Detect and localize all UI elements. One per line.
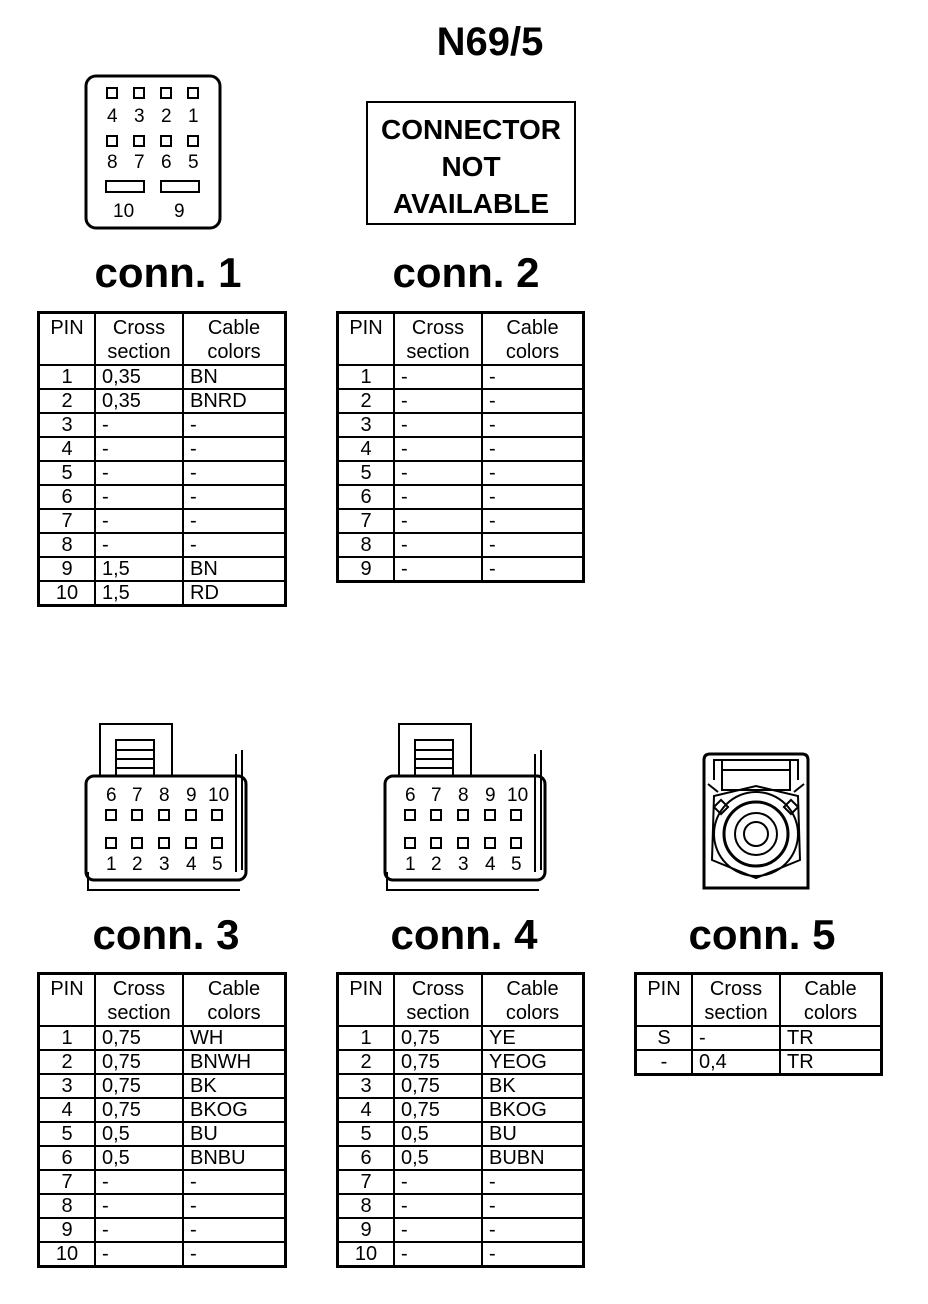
cable-color-cell: YEOG bbox=[482, 1050, 584, 1074]
table-row bbox=[338, 1194, 584, 1218]
cross-section-cell: - bbox=[95, 1170, 183, 1194]
pin-cell: 7 bbox=[338, 509, 395, 533]
not-available-line: NOT bbox=[441, 151, 501, 182]
table-row bbox=[338, 533, 584, 557]
cable-color-cell: - bbox=[482, 557, 584, 582]
table-row bbox=[338, 1242, 584, 1267]
cable-color-cell: - bbox=[183, 533, 286, 557]
conn4-pin-label: 8 bbox=[458, 785, 469, 806]
cable-color-cell: - bbox=[183, 413, 286, 437]
cable-colors-header bbox=[183, 974, 286, 1027]
pin-cell: 2 bbox=[39, 389, 96, 413]
cross-section-cell: - bbox=[394, 1218, 482, 1242]
table-row bbox=[39, 1218, 286, 1242]
conn4-pin-label: 7 bbox=[431, 785, 442, 806]
table-row bbox=[636, 1026, 882, 1050]
table-row bbox=[338, 365, 584, 389]
pin-cell: 8 bbox=[338, 533, 395, 557]
conn5-coax-connector-diagram bbox=[700, 750, 812, 892]
pin-cell: 8 bbox=[39, 533, 96, 557]
conn4-pin-label: 6 bbox=[405, 785, 416, 806]
cross-section-header-text: Cross bbox=[112, 317, 166, 339]
table-row bbox=[39, 1026, 286, 1050]
cable-colors-header-text: colors bbox=[207, 341, 261, 363]
cable-color-cell: BUBN bbox=[482, 1146, 584, 1170]
connector-not-available-box bbox=[366, 101, 576, 225]
cable-color-cell: BN bbox=[183, 365, 286, 389]
pin-cell: 5 bbox=[39, 1122, 96, 1146]
cable-colors-header bbox=[780, 974, 882, 1027]
cable-color-cell: - bbox=[482, 509, 584, 533]
cross-section-cell: 0,35 bbox=[95, 365, 183, 389]
cable-color-cell: BU bbox=[482, 1122, 584, 1146]
cross-section-header bbox=[692, 974, 780, 1027]
conn3-pin-label: 3 bbox=[159, 854, 170, 875]
conn5-label: conn. 5 bbox=[688, 911, 836, 958]
pin-cell: 5 bbox=[338, 1122, 395, 1146]
cross-section-cell: - bbox=[95, 1242, 183, 1267]
cross-section-header-text: section bbox=[406, 1002, 470, 1024]
cable-color-cell: - bbox=[482, 437, 584, 461]
conn4-pin-label: 2 bbox=[431, 854, 442, 875]
cable-colors-header-text: colors bbox=[505, 1002, 560, 1024]
table-row bbox=[39, 1098, 286, 1122]
pin-header-text: PIN bbox=[647, 978, 681, 1000]
pin-cell: 3 bbox=[39, 1074, 96, 1098]
table-row bbox=[39, 485, 286, 509]
cross-section-cell: - bbox=[394, 509, 482, 533]
cross-section-cell: - bbox=[95, 413, 183, 437]
cross-section-cell: - bbox=[95, 461, 183, 485]
pin-cell: S bbox=[636, 1026, 693, 1050]
cable-colors-header-text: colors bbox=[505, 341, 560, 363]
pin-cell: 3 bbox=[338, 1074, 395, 1098]
table-row bbox=[338, 1074, 584, 1098]
cross-section-cell: 0,75 bbox=[394, 1074, 482, 1098]
cable-color-cell: BN bbox=[183, 557, 286, 581]
conn3-pin-label: 1 bbox=[106, 854, 117, 875]
cross-section-header bbox=[95, 313, 183, 366]
cross-section-cell: 0,75 bbox=[95, 1098, 183, 1122]
pin-cell: 8 bbox=[39, 1194, 96, 1218]
cross-section-cell: - bbox=[692, 1026, 780, 1050]
table-row bbox=[39, 581, 286, 606]
conn4-connector-diagram bbox=[383, 722, 551, 892]
cross-section-cell: - bbox=[394, 1194, 482, 1218]
cross-section-cell: 0,75 bbox=[95, 1074, 183, 1098]
cable-color-cell: - bbox=[183, 437, 286, 461]
pin-cell: - bbox=[636, 1050, 693, 1075]
cross-section-cell: - bbox=[95, 533, 183, 557]
conn3-label: conn. 3 bbox=[92, 911, 240, 958]
pin-cell: 10 bbox=[338, 1242, 395, 1267]
cross-section-cell: 0,75 bbox=[95, 1026, 183, 1050]
cross-section-cell: 0,35 bbox=[95, 389, 183, 413]
not-available-line: AVAILABLE bbox=[392, 188, 550, 219]
cable-color-cell: - bbox=[482, 1218, 584, 1242]
table-row bbox=[39, 413, 286, 437]
cable-color-cell: TR bbox=[780, 1050, 882, 1075]
table-row bbox=[338, 1218, 584, 1242]
cross-section-header bbox=[95, 974, 183, 1027]
cable-color-cell: BNBU bbox=[183, 1146, 286, 1170]
cable-color-cell: - bbox=[183, 1170, 286, 1194]
cable-color-cell: BNRD bbox=[183, 389, 286, 413]
pin-cell: 2 bbox=[338, 389, 395, 413]
cable-color-cell: - bbox=[183, 461, 286, 485]
cable-color-cell: - bbox=[482, 413, 584, 437]
pin-header bbox=[338, 313, 395, 366]
pin-cell: 7 bbox=[39, 509, 96, 533]
conn1-pin-label: 7 bbox=[134, 152, 145, 173]
table-row bbox=[39, 1170, 286, 1194]
table-row bbox=[338, 1146, 584, 1170]
cross-section-cell: 0,75 bbox=[394, 1098, 482, 1122]
page-title: N69/5 bbox=[436, 20, 544, 64]
conn1-pin-label: 5 bbox=[188, 152, 199, 173]
cross-section-header-text: section bbox=[107, 341, 171, 363]
table-row bbox=[636, 1050, 882, 1075]
conn1-pin-label: 4 bbox=[107, 106, 118, 127]
table-header-row bbox=[39, 974, 286, 1027]
conn2-pin-table bbox=[336, 311, 585, 583]
cross-section-cell: - bbox=[95, 485, 183, 509]
pin-cell: 6 bbox=[338, 485, 395, 509]
pin-cell: 7 bbox=[39, 1170, 96, 1194]
cross-section-header bbox=[394, 974, 482, 1027]
conn4-pin-label: 5 bbox=[511, 854, 522, 875]
cable-colors-header-text: Cable bbox=[804, 978, 857, 1000]
cross-section-cell: - bbox=[394, 389, 482, 413]
cable-color-cell: - bbox=[482, 365, 584, 389]
pin-header-text: PIN bbox=[50, 978, 84, 1000]
cross-section-header-text: Cross bbox=[411, 978, 465, 1000]
cross-section-cell: - bbox=[394, 1242, 482, 1267]
conn4-pin-label: 1 bbox=[405, 854, 416, 875]
table-row bbox=[39, 1194, 286, 1218]
cross-section-cell: 0,75 bbox=[95, 1050, 183, 1074]
cross-section-header-text: section bbox=[704, 1002, 768, 1024]
conn4-pin-label: 9 bbox=[485, 785, 496, 806]
cable-color-cell: - bbox=[482, 533, 584, 557]
conn1-pin-label: 8 bbox=[107, 152, 118, 173]
table-row bbox=[338, 389, 584, 413]
conn3-connector-diagram bbox=[84, 722, 252, 892]
conn1-pin-label: 1 bbox=[188, 106, 199, 127]
cross-section-cell: - bbox=[394, 461, 482, 485]
cable-colors-header-text: colors bbox=[207, 1002, 261, 1024]
table-row bbox=[338, 1098, 584, 1122]
table-row bbox=[338, 413, 584, 437]
cross-section-header-text: Cross bbox=[112, 978, 166, 1000]
cross-section-header-text: section bbox=[406, 341, 470, 363]
pin-cell: 4 bbox=[338, 437, 395, 461]
conn1-pin-label: 6 bbox=[161, 152, 172, 173]
cross-section-header-text: Cross bbox=[709, 978, 763, 1000]
conn3-pin-label: 9 bbox=[186, 785, 197, 806]
cable-colors-header bbox=[482, 974, 584, 1027]
pin-cell: 5 bbox=[338, 461, 395, 485]
pin-cell: 3 bbox=[39, 413, 96, 437]
cable-color-cell: - bbox=[482, 461, 584, 485]
pin-cell: 4 bbox=[39, 437, 96, 461]
cross-section-cell: - bbox=[394, 1170, 482, 1194]
cable-colors-header bbox=[482, 313, 584, 366]
conn3-pin-label: 2 bbox=[132, 854, 143, 875]
cross-section-cell: 0,75 bbox=[394, 1050, 482, 1074]
cross-section-cell: - bbox=[394, 557, 482, 582]
table-row bbox=[39, 533, 286, 557]
cross-section-cell: - bbox=[394, 533, 482, 557]
cross-section-cell: 0,5 bbox=[394, 1146, 482, 1170]
cross-section-cell: - bbox=[394, 365, 482, 389]
cable-color-cell: BU bbox=[183, 1122, 286, 1146]
cable-color-cell: - bbox=[482, 1242, 584, 1267]
cable-colors-header-text: Cable bbox=[207, 317, 261, 339]
cross-section-header bbox=[394, 313, 482, 366]
conn4-pin-label: 4 bbox=[485, 854, 496, 875]
pin-cell: 6 bbox=[39, 485, 96, 509]
cable-color-cell: YE bbox=[482, 1026, 584, 1050]
conn1-pin-label: 9 bbox=[174, 201, 185, 222]
table-row bbox=[338, 1170, 584, 1194]
conn5-pin-table bbox=[634, 972, 883, 1076]
pin-cell: 10 bbox=[39, 581, 96, 606]
cross-section-cell: 1,5 bbox=[95, 581, 183, 606]
cable-color-cell: BKOG bbox=[482, 1098, 584, 1122]
table-row bbox=[39, 509, 286, 533]
table-row bbox=[39, 1050, 286, 1074]
conn3-pin-label: 4 bbox=[186, 854, 197, 875]
cable-color-cell: BK bbox=[482, 1074, 584, 1098]
cable-colors-header-text: Cable bbox=[506, 317, 559, 339]
pin-cell: 4 bbox=[338, 1098, 395, 1122]
table-header-row bbox=[338, 974, 584, 1027]
table-row bbox=[39, 1146, 286, 1170]
conn3-pin-label: 5 bbox=[212, 854, 223, 875]
pin-header bbox=[39, 313, 96, 366]
cross-section-cell: 0,5 bbox=[394, 1122, 482, 1146]
conn1-pin-label: 2 bbox=[161, 106, 172, 127]
table-row bbox=[338, 1122, 584, 1146]
cross-section-header-text: Cross bbox=[411, 317, 465, 339]
pin-cell: 3 bbox=[338, 413, 395, 437]
pin-cell: 9 bbox=[338, 557, 395, 582]
cable-color-cell: BK bbox=[183, 1074, 286, 1098]
cross-section-header-text: section bbox=[107, 1002, 171, 1024]
conn3-pin-label: 7 bbox=[132, 785, 143, 806]
conn4-label: conn. 4 bbox=[390, 911, 538, 958]
cross-section-cell: 1,5 bbox=[95, 557, 183, 581]
pin-cell: 8 bbox=[338, 1194, 395, 1218]
cross-section-cell: 0,4 bbox=[692, 1050, 780, 1075]
cable-color-cell: - bbox=[183, 485, 286, 509]
conn3-pin-label: 6 bbox=[106, 785, 117, 806]
table-row bbox=[338, 485, 584, 509]
table-header-row bbox=[338, 313, 584, 366]
pin-cell: 2 bbox=[39, 1050, 96, 1074]
conn4-pin-table bbox=[336, 972, 585, 1268]
conn1-label: conn. 1 bbox=[94, 249, 242, 296]
pin-cell: 7 bbox=[338, 1170, 395, 1194]
pin-cell: 1 bbox=[39, 1026, 96, 1050]
pin-cell: 1 bbox=[338, 365, 395, 389]
conn4-pin-label: 3 bbox=[458, 854, 469, 875]
cable-colors-header-text: colors bbox=[803, 1002, 858, 1024]
cross-section-cell: - bbox=[394, 437, 482, 461]
conn4-pin-label: 10 bbox=[507, 785, 529, 806]
conn1-pin-label: 10 bbox=[113, 201, 135, 222]
pin-cell: 10 bbox=[39, 1242, 96, 1267]
cross-section-cell: - bbox=[95, 1194, 183, 1218]
conn3-pin-table bbox=[37, 972, 287, 1268]
cable-color-cell: TR bbox=[780, 1026, 882, 1050]
table-row bbox=[338, 557, 584, 582]
cable-color-cell: WH bbox=[183, 1026, 286, 1050]
pin-cell: 9 bbox=[39, 1218, 96, 1242]
cable-colors-header-text: Cable bbox=[207, 978, 261, 1000]
pin-header bbox=[636, 974, 693, 1027]
conn1-pin-table bbox=[37, 311, 287, 607]
table-row bbox=[39, 437, 286, 461]
conn1-pin-label: 3 bbox=[134, 106, 145, 127]
conn3-pin-label: 8 bbox=[159, 785, 170, 806]
cable-color-cell: - bbox=[183, 1218, 286, 1242]
pin-cell: 4 bbox=[39, 1098, 96, 1122]
pin-header-text: PIN bbox=[50, 317, 84, 339]
pin-header-text: PIN bbox=[349, 317, 383, 339]
cross-section-cell: - bbox=[95, 509, 183, 533]
cable-colors-header-text: Cable bbox=[506, 978, 559, 1000]
pin-cell: 5 bbox=[39, 461, 96, 485]
pin-cell: 2 bbox=[338, 1050, 395, 1074]
table-row bbox=[39, 365, 286, 389]
table-row bbox=[338, 437, 584, 461]
cable-colors-header bbox=[183, 313, 286, 366]
cable-color-cell: - bbox=[183, 1242, 286, 1267]
cable-color-cell: - bbox=[482, 1170, 584, 1194]
table-row bbox=[39, 1242, 286, 1267]
cable-color-cell: - bbox=[183, 509, 286, 533]
not-available-line: CONNECTOR bbox=[381, 114, 561, 145]
cable-color-cell: - bbox=[482, 389, 584, 413]
pin-header bbox=[39, 974, 96, 1027]
cable-color-cell: RD bbox=[183, 581, 286, 606]
cable-color-cell: BKOG bbox=[183, 1098, 286, 1122]
table-header-row bbox=[39, 313, 286, 366]
pin-header-text: PIN bbox=[349, 978, 383, 1000]
conn3-pin-label: 10 bbox=[208, 785, 230, 806]
cable-color-cell: - bbox=[482, 1194, 584, 1218]
table-row bbox=[39, 1122, 286, 1146]
table-row bbox=[338, 1026, 584, 1050]
table-row bbox=[39, 1074, 286, 1098]
pin-cell: 6 bbox=[338, 1146, 395, 1170]
table-row bbox=[39, 389, 286, 413]
cable-color-cell: - bbox=[482, 485, 584, 509]
cross-section-cell: - bbox=[95, 437, 183, 461]
cross-section-cell: 0,75 bbox=[394, 1026, 482, 1050]
cross-section-cell: - bbox=[95, 1218, 183, 1242]
pin-header bbox=[338, 974, 395, 1027]
pin-cell: 1 bbox=[39, 365, 96, 389]
pin-cell: 1 bbox=[338, 1026, 395, 1050]
pin-cell: 6 bbox=[39, 1146, 96, 1170]
table-row bbox=[338, 1050, 584, 1074]
cross-section-cell: - bbox=[394, 413, 482, 437]
table-row bbox=[39, 461, 286, 485]
table-row bbox=[338, 461, 584, 485]
table-row bbox=[39, 557, 286, 581]
table-row bbox=[338, 509, 584, 533]
conn2-label: conn. 2 bbox=[392, 249, 540, 296]
cross-section-cell: 0,5 bbox=[95, 1122, 183, 1146]
conn1-connector-diagram bbox=[84, 74, 224, 232]
pin-cell: 9 bbox=[338, 1218, 395, 1242]
cross-section-cell: 0,5 bbox=[95, 1146, 183, 1170]
pin-cell: 9 bbox=[39, 557, 96, 581]
cross-section-cell: - bbox=[394, 485, 482, 509]
table-header-row bbox=[636, 974, 882, 1027]
cable-color-cell: - bbox=[183, 1194, 286, 1218]
cable-color-cell: BNWH bbox=[183, 1050, 286, 1074]
